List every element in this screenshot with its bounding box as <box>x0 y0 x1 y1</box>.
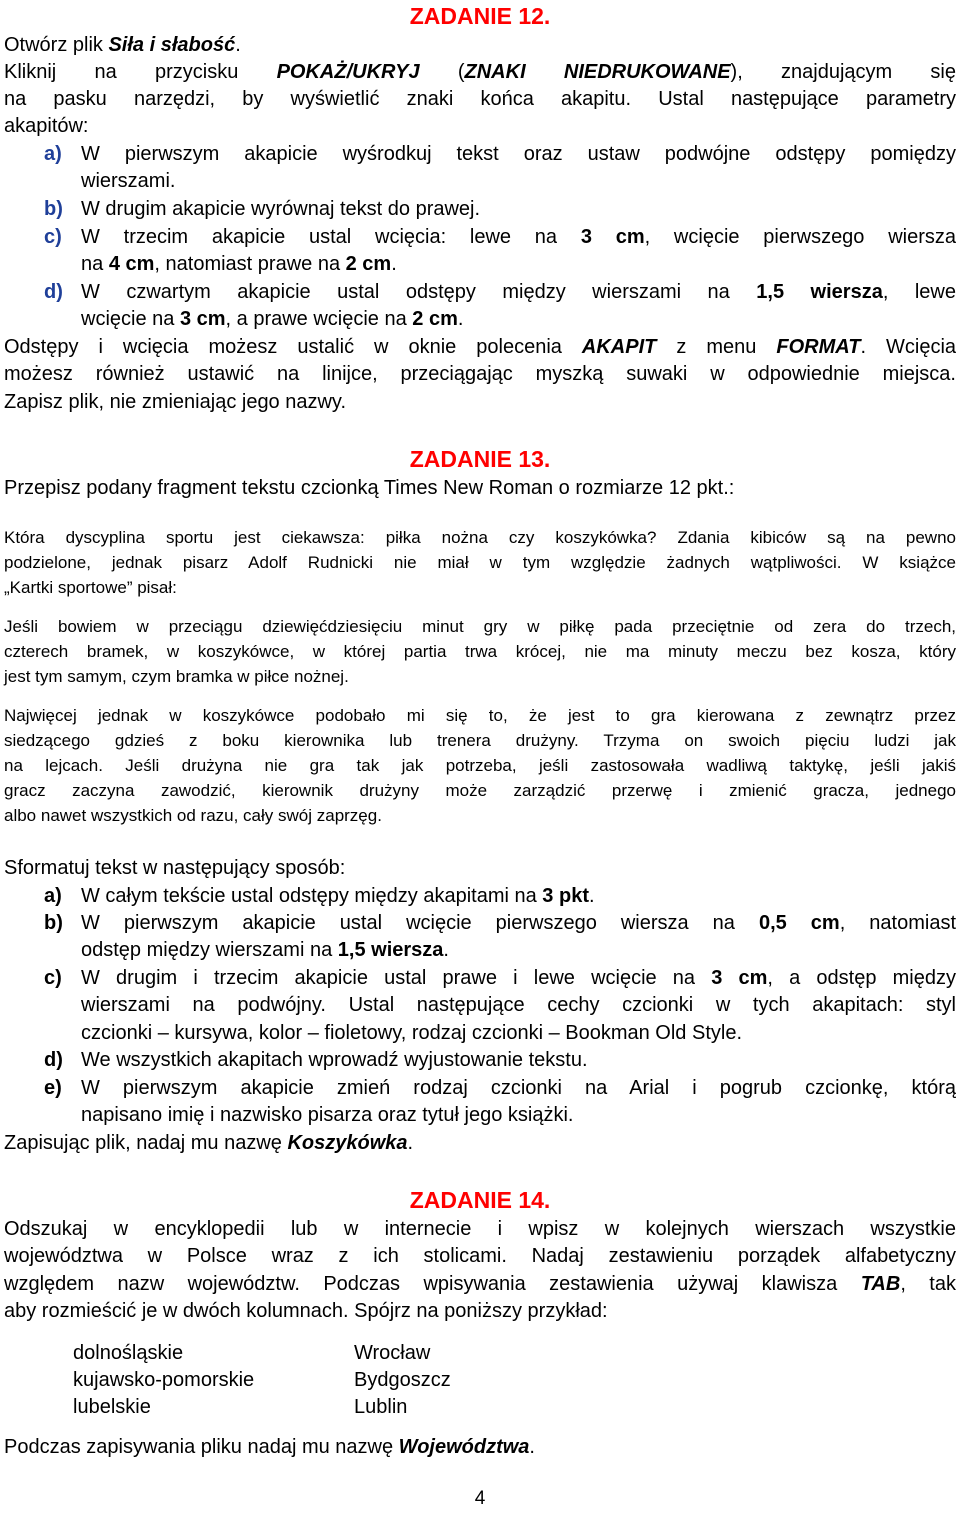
page-number: 4 <box>474 1488 486 1509</box>
z13-quote-p3-line-3: na lejcach. Jeśli drużyna nie gra tak jak potrzeba, jeśli zastosowała wadliwą taktykę, jeśli jakiś <box>4 756 956 775</box>
z12-item-b-line-1: W drugim akapicie wyrównaj tekst do prawej. <box>81 198 481 220</box>
z13-label-a: a) <box>44 885 62 907</box>
z13-save-line: Zapisując plik, nadaj mu nazwę Koszykówka. <box>4 1132 414 1154</box>
z12-label-d: d) <box>44 281 63 303</box>
z13-quote-p3-line-5: albo nawet wszystkich od razu, cały swój zaprzęg. <box>4 806 382 825</box>
example-capital-1: Wrocław <box>354 1342 431 1364</box>
z13-item-d-line-1: We wszystkich akapitach wprowadź wyjustowanie tekstu. <box>81 1049 588 1071</box>
z12-item-d-line-2: wcięcie na 3 cm, a prawe wcięcie na 2 cm. <box>81 308 464 330</box>
z13-label-c: c) <box>44 967 62 989</box>
z12-item-c-line-2: na 4 cm, natomiast prawe na 2 cm. <box>81 253 397 275</box>
z13-quote-p3-line-2: siedzącego gdzieś z boku kierownika lub trenera drużyny. Trzyma on swoich pięciu ludzi jak <box>4 731 956 750</box>
example-capital-2: Bydgoszcz <box>354 1369 451 1391</box>
z14-line-4: aby rozmieścić je w dwóch kolumnach. Spójrz na poniższy przykład: <box>4 1300 608 1322</box>
heading-zadanie-12: ZADANIE 12. <box>409 3 551 29</box>
z12-save-line: Zapisz plik, nie zmieniając jego nazwy. <box>4 391 347 413</box>
z13-quote-p2-line-1: Jeśli bowiem w przeciągu dziewięćdziesięciu minut gry w piłkę pada przeciętnie od zera do trzech, <box>4 617 956 636</box>
z13-quote-p1-line-1: Która dyscyplina sportu jest ciekawsza: piłka nożna czy koszykówka? Zdania kibiców są na pewno <box>4 528 956 547</box>
example-capital-3: Lublin <box>354 1396 408 1418</box>
z13-intro: Przepisz podany fragment tekstu czcionką Times New Roman o rozmiarze 12 pkt.: <box>4 477 735 499</box>
z12-label-c: c) <box>44 226 62 248</box>
z12-open-file-line: Otwórz plik Siła i słabość. <box>4 34 241 56</box>
z12-item-a-line-2: wierszami. <box>81 170 176 192</box>
z12-line-4: akapitów: <box>4 115 89 137</box>
z12-label-b: b) <box>44 198 63 220</box>
z13-item-b-line-2: odstęp między wierszami na 1,5 wiersza. <box>81 939 449 961</box>
z14-save-line: Podczas zapisywania pliku nadaj mu nazwę Województwa. <box>4 1436 535 1458</box>
z13-item-c-line-3: czcionki – kursywa, kolor – fioletowy, rodzaj czcionki – Bookman Old Style. <box>81 1022 743 1044</box>
z13-quote-p3-line-4: gracz zaczyna zawodzić, kierownik drużyny może zarządzić przerwę i zmienić gracza, jednego <box>4 781 956 800</box>
z13-item-b-line-1: W pierwszym akapicie ustal wcięcie pierwszego wiersza na 0,5 cm, natomiast <box>81 912 957 934</box>
heading-zadanie-13: ZADANIE 13. <box>409 446 551 472</box>
z12-item-d-line-1: W czwartym akapicie ustal odstępy między wierszami na 1,5 wiersza, lewe <box>81 281 956 303</box>
z13-item-e-line-1: W pierwszym akapicie zmień rodzaj czcionki na Arial i pogrub czcionkę, którą <box>81 1077 956 1099</box>
z12-line-2: Kliknij na przycisku POKAŻ/UKRYJ (ZNAKI NIEDRUKOWANE), znajdującym się <box>4 61 956 83</box>
z13-item-c-line-1: W drugim i trzecim akapicie ustal prawe i lewe wcięcie na 3 cm, a odstęp między <box>81 967 956 989</box>
z14-line-1: Odszukaj w encyklopedii lub w internecie i wpisz w kolejnych wierszach wszystkie <box>4 1218 956 1240</box>
z12-odstepy-line-1: Odstępy i wcięcia możesz ustalić w oknie polecenia AKAPIT z menu FORMAT. Wcięcia <box>4 336 957 358</box>
example-province-2: kujawsko-pomorskie <box>73 1369 255 1391</box>
z13-label-b: b) <box>44 912 63 934</box>
z13-quote-p2-line-3: jest tym samym, czym bramka w piłce nożnej. <box>4 667 349 686</box>
z12-item-a-line-1: W pierwszym akapicie wyśrodkuj tekst oraz ustaw podwójne odstępy pomiędzy <box>81 143 956 165</box>
z12-line-3: na pasku narzędzi, by wyświetlić znaki końca akapitu. Ustal następujące parametry <box>4 88 956 110</box>
z12-odstepy-line-2: możesz również ustawić na linijce, przeciągając myszką suwaki w odpowiednie miejsca. <box>4 363 956 385</box>
z13-label-e: e) <box>44 1077 62 1099</box>
z13-label-d: d) <box>44 1049 63 1071</box>
z14-line-2: województwa w Polsce wraz z ich stolicami. Nadaj zestawieniu porządek alfabetyczny <box>4 1245 956 1267</box>
z12-item-c-line-1: W trzecim akapicie ustal wcięcia: lewe na 3 cm, wcięcie pierwszego wiersza <box>81 226 956 248</box>
z12-label-a: a) <box>44 143 62 165</box>
example-province-3: lubelskie <box>73 1396 151 1418</box>
z13-format-intro: Sformatuj tekst w następujący sposób: <box>4 857 346 879</box>
heading-zadanie-14: ZADANIE 14. <box>409 1187 551 1213</box>
z13-item-e-line-2: napisano imię i nazwisko pisarza oraz tytuł jego książki. <box>81 1104 574 1126</box>
example-province-1: dolnośląskie <box>73 1342 184 1364</box>
z13-quote-p1-line-3: „Kartki sportowe” pisał: <box>4 578 177 597</box>
z14-line-3: względem nazw województw. Podczas wpisywania zestawienia używaj klawisza TAB, tak <box>4 1273 956 1295</box>
z13-item-c-line-2: wierszami na podwójny. Ustal następujące cechy czcionki w tych akapitach: styl <box>81 994 956 1016</box>
z13-quote-p3-line-1: Najwięcej jednak w koszykówce podobało mi się to, że jest to gra kierowana z zewnątrz przez <box>4 706 956 725</box>
z13-quote-p1-line-2: podzielone, jednak pisarz Adolf Rudnicki nie miał w tym względzie żadnych wątpliwości. W książce <box>4 553 956 572</box>
z13-item-a-line-1: W całym tekście ustal odstępy między akapitami na 3 pkt. <box>81 885 595 907</box>
z13-quote-p2-line-2: czterech bramek, w koszykówce, w której partia trwa krócej, nie ma minuty meczu bez kosza, który <box>4 642 956 661</box>
